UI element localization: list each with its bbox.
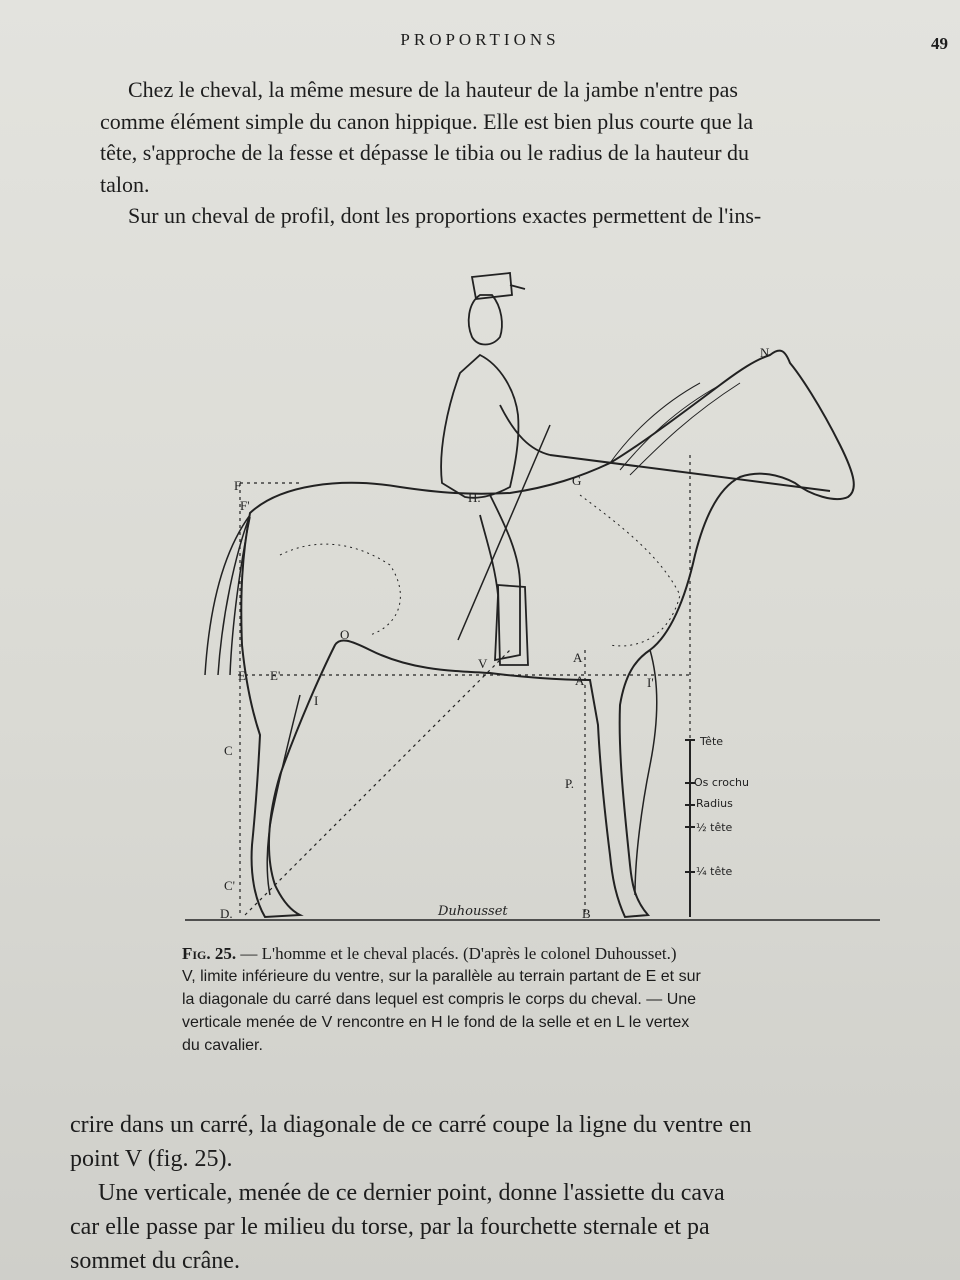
- caption-line: la diagonale du carré dans lequel est compris le corps du cheval. — Une: [182, 991, 697, 1008]
- caption-line: V, limite inférieure du ventre, sur la parallèle au terrain partant de E et sur: [182, 968, 701, 985]
- rider-boot: [498, 585, 528, 665]
- scale-label-half-tete: ½ tête: [696, 821, 733, 834]
- text-line: Chez le cheval, la même mesure de la hauteur de la jambe n'entre pas: [128, 77, 738, 102]
- scale-label-os-crochu: Os crochu: [694, 776, 749, 789]
- rider-body: [441, 355, 518, 498]
- label-c: C: [224, 743, 233, 758]
- label-a: A: [573, 650, 583, 665]
- caption-title: — L'homme et le cheval placés. (D'après le colonel Duhousset.): [240, 944, 677, 963]
- figure-horse-and-rider: [180, 255, 900, 935]
- caption-body: [182, 965, 902, 1057]
- text-line: talon.: [100, 171, 150, 197]
- rider-arm: [500, 405, 550, 455]
- label-i-prime: I': [647, 675, 654, 690]
- text-line: crire dans un carré, la diagonale de ce carré coupe la ligne du ventre en: [70, 1112, 752, 1138]
- text-line: sommet du crâne.: [70, 1248, 240, 1274]
- label-e-prime: E': [270, 668, 281, 683]
- caption-figure-label: Fig. 25.: [182, 944, 237, 963]
- label-p: P.: [565, 776, 575, 791]
- text-line: comme élément simple du canon hippique. Elle est bien plus courte que la: [100, 108, 754, 134]
- text-line: car elle passe par le milieu du torse, par la fourchette sternale et pa: [70, 1214, 710, 1240]
- label-c-prime: C': [224, 878, 236, 893]
- caption-line: du cavalier.: [182, 1037, 263, 1054]
- scale-label-quarter-tete: ¼ tête: [696, 865, 733, 878]
- caption-line: verticale menée de V rencontre en H le fond de la selle et en L le vertex: [182, 1014, 690, 1031]
- text-line: point V (fig. 25).: [70, 1146, 233, 1172]
- label-i: I: [314, 693, 319, 708]
- label-b: B: [582, 906, 591, 921]
- text-line: Sur un cheval de profil, dont les proportions exactes permettent de l'ins-: [128, 203, 762, 228]
- page-number: 49: [931, 34, 948, 53]
- horse-body: [241, 351, 854, 917]
- text-line: Une verticale, menée de ce dernier point, donne l'assiette du cava: [98, 1180, 725, 1206]
- label-d: D.: [220, 906, 233, 921]
- caption-title-line: [182, 942, 902, 965]
- text-line: tête, s'approche de la fesse et dépasse le tibia ou le radius de la hauteur du: [100, 140, 750, 165]
- scale-label-tete: Tête: [700, 735, 724, 748]
- figure-caption: [182, 942, 902, 1057]
- diagonal-line: [245, 650, 510, 915]
- artist-signature: Duhousset: [438, 904, 508, 919]
- label-e: E: [238, 668, 246, 683]
- horse-mane: [610, 383, 740, 475]
- label-g: G: [572, 473, 582, 488]
- top-paragraph: [100, 74, 761, 232]
- scale-label-radius: Radius: [696, 797, 733, 810]
- label-f: F: [234, 478, 242, 493]
- whip: [458, 425, 550, 640]
- rider-head: [469, 295, 502, 345]
- label-f-prime: F': [240, 498, 250, 513]
- label-v: V: [478, 656, 488, 671]
- running-title: PROPORTIONS: [400, 30, 560, 49]
- label-a-lower: A: [575, 673, 585, 688]
- label-o: O: [340, 627, 350, 642]
- label-n: N: [760, 345, 770, 360]
- label-h: H.: [468, 490, 481, 505]
- bottom-paragraph: [70, 1108, 752, 1278]
